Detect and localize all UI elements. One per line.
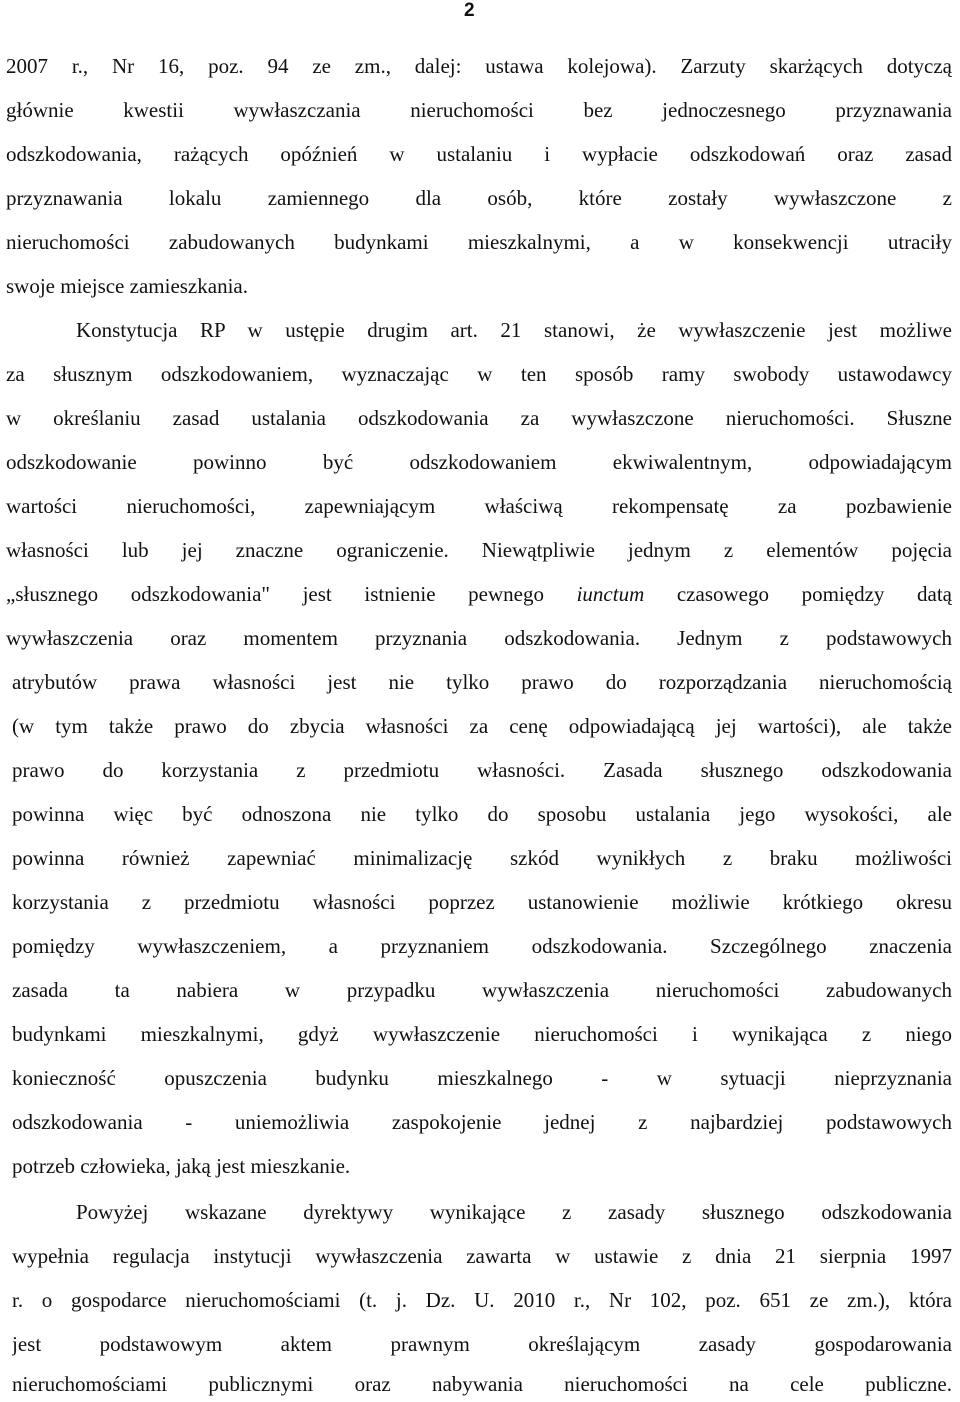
text-line-with-italic (6, 572, 952, 616)
text-line: wywłaszczenia oraz momentem przyznania odszkodowania. Jednym z podstawowych (6, 626, 952, 650)
text-line: odszkodowania - uniemożliwia zaspokojenie jednej z najbardziej podstawowych (12, 1110, 952, 1134)
text-line: przyznawania lokalu zamiennego dla osób, które zostały wywłaszczone z (6, 186, 952, 210)
text-span: czasowego pomiędzy datą (676, 582, 952, 606)
text-line: potrzeb człowieka, jaką jest mieszkanie. (12, 1154, 351, 1178)
text-line: wartości nieruchomości, zapewniającym właściwą rekompensatę za pozbawienie (6, 494, 952, 518)
text-line: odszkodowanie powinno być odszkodowaniem ekwiwalentnym, odpowiadającym (6, 450, 952, 474)
text-line: powinna również zapewniać minimalizację szkód wynikłych z braku możliwości (12, 846, 952, 870)
text-line: w określaniu zasad ustalania odszkodowania za wywłaszczone nieruchomości. Słuszne (6, 406, 952, 430)
text-line: korzystania z przedmiotu własności poprzez ustanowienie możliwie krótkiego okresu (12, 890, 952, 914)
text-line: Konstytucja RP w ustępie drugim art. 21 stanowi, że wywłaszczenie jest możliwe (76, 318, 952, 342)
text-line: budynkami mieszkalnymi, gdyż wywłaszczenie nieruchomości i wynikająca z niego (12, 1022, 952, 1046)
text-line: odszkodowania, rażących opóźnień w ustalaniu i wypłacie odszkodowań oraz zasad (6, 142, 952, 166)
text-line: wypełnia regulacja instytucji wywłaszczenia zawarta w ustawie z dnia 21 sierpnia 1997 (12, 1244, 952, 1268)
text-line: głównie kwestii wywłaszczania nieruchomości bez jednoczesnego przyznawania (6, 98, 952, 122)
text-line: r. o gospodarce nieruchomościami (t. j. Dz. U. 2010 r., Nr 102, poz. 651 ze zm.), która (12, 1288, 952, 1312)
text-line: prawo do korzystania z przedmiotu własności. Zasada słusznego odszkodowania (12, 758, 952, 782)
text-line: jest podstawowym aktem prawnym określającym zasady gospodarowania (12, 1332, 952, 1356)
text-span: „słusznego odszkodowania" jest istnienie pewnego (6, 582, 544, 606)
text-line: powinna więc być odnoszona nie tylko do sposobu ustalania jego wysokości, ale (12, 802, 952, 826)
text-line: pomiędzy wywłaszczeniem, a przyznaniem odszkodowania. Szczególnego znaczenia (12, 934, 952, 958)
text-line: Powyżej wskazane dyrektywy wynikające z zasady słusznego odszkodowania (76, 1200, 952, 1224)
text-line: za słusznym odszkodowaniem, wyznaczając w ten sposób ramy swobody ustawodawcy (6, 362, 952, 386)
page-number: 2 (464, 0, 475, 21)
text-line: atrybutów prawa własności jest nie tylko prawo do rozporządzania nieruchomością (12, 670, 952, 694)
text-line: (w tym także prawo do zbycia własności za cenę odpowiadającą jej wartości), ale także (12, 714, 952, 738)
italic-term: iunctum (576, 582, 645, 606)
text-line: nieruchomości zabudowanych budynkami mieszkalnymi, a w konsekwencji utraciły (6, 230, 952, 254)
text-line: nieruchomościami publicznymi oraz nabywania nieruchomości na cele publiczne. (12, 1372, 952, 1396)
text-line: 2007 r., Nr 16, poz. 94 ze zm., dalej: ustawa kolejowa). Zarzuty skarżących dotyczą (6, 54, 952, 78)
text-line: zasada ta nabiera w przypadku wywłaszczenia nieruchomości zabudowanych (12, 978, 952, 1002)
text-line: konieczność opuszczenia budynku mieszkalnego - w sytuacji nieprzyznania (12, 1066, 952, 1090)
text-line: swoje miejsce zamieszkania. (6, 274, 248, 298)
text-line: własności lub jej znaczne ograniczenie. Niewątpliwie jednym z elementów pojęcia (6, 538, 952, 562)
